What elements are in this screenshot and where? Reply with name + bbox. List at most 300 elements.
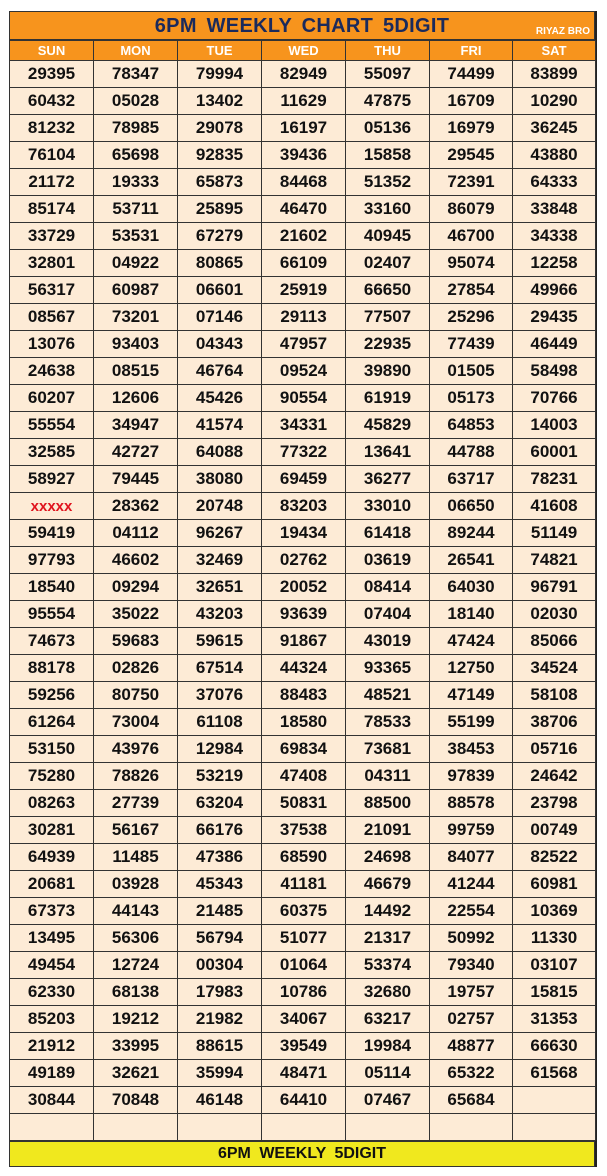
result-cell-fri: 84077 <box>430 844 513 871</box>
result-cell-thu: 39890 <box>346 358 430 385</box>
result-cell-mon: 56167 <box>94 817 178 844</box>
result-cell-tue: 32651 <box>178 574 262 601</box>
table-row <box>10 547 596 574</box>
result-cell-sun: 59419 <box>10 520 94 547</box>
result-cell-sat: 74821 <box>513 547 596 574</box>
table-row <box>10 169 596 196</box>
table-row <box>10 925 596 952</box>
result-cell-wed: 88483 <box>262 682 346 709</box>
result-cell-sat: 49966 <box>513 277 596 304</box>
result-cell-sat: 41608 <box>513 493 596 520</box>
result-cell-tue: 41574 <box>178 412 262 439</box>
result-cell-sat: 43880 <box>513 142 596 169</box>
result-cell-sun: 29395 <box>10 61 94 88</box>
result-cell-fri: 47149 <box>430 682 513 709</box>
result-cell-tue: 92835 <box>178 142 262 169</box>
result-cell-mon: 03928 <box>94 871 178 898</box>
table-row <box>10 385 596 412</box>
table-row <box>10 1087 596 1114</box>
result-cell-sun: 75280 <box>10 763 94 790</box>
result-cell-thu: 51352 <box>346 169 430 196</box>
result-cell-sat: 00749 <box>513 817 596 844</box>
result-cell-thu: 08414 <box>346 574 430 601</box>
result-cell-sun: 20681 <box>10 871 94 898</box>
day-header-wed: WED <box>262 41 346 61</box>
result-cell-mon: 79445 <box>94 466 178 493</box>
result-cell-thu: 32680 <box>346 979 430 1006</box>
results-table <box>9 40 596 1141</box>
result-cell-tue: 00304 <box>178 952 262 979</box>
day-header-tue: TUE <box>178 41 262 61</box>
result-cell-thu: 66650 <box>346 277 430 304</box>
result-cell-thu: 13641 <box>346 439 430 466</box>
result-cell-thu: 02407 <box>346 250 430 277</box>
result-cell-tue: 56794 <box>178 925 262 952</box>
result-cell-mon: 28362 <box>94 493 178 520</box>
result-cell-sat: 34524 <box>513 655 596 682</box>
result-cell-sat: 96791 <box>513 574 596 601</box>
result-cell-wed: 60375 <box>262 898 346 925</box>
result-cell-wed: 64410 <box>262 1087 346 1114</box>
table-row <box>10 682 596 709</box>
result-cell-tue: 63204 <box>178 790 262 817</box>
result-cell-mon: 04112 <box>94 520 178 547</box>
result-cell-tue: 13402 <box>178 88 262 115</box>
result-cell-thu: 22935 <box>346 331 430 358</box>
day-header-fri: FRI <box>430 41 513 61</box>
result-cell-sat: 51149 <box>513 520 596 547</box>
result-cell-sat: 60981 <box>513 871 596 898</box>
result-cell-sat: 38706 <box>513 709 596 736</box>
result-cell-mon: 78985 <box>94 115 178 142</box>
result-cell-tue: 35994 <box>178 1060 262 1087</box>
result-cell-fri: 89244 <box>430 520 513 547</box>
result-cell-thu: 88500 <box>346 790 430 817</box>
result-cell-fri: 74499 <box>430 61 513 88</box>
result-cell-thu: 07404 <box>346 601 430 628</box>
result-cell-fri: 97839 <box>430 763 513 790</box>
result-cell-sun: 18540 <box>10 574 94 601</box>
table-row <box>10 979 596 1006</box>
result-cell-sat: 85066 <box>513 628 596 655</box>
result-cell-fri: 05173 <box>430 385 513 412</box>
table-row <box>10 817 596 844</box>
result-cell-mon: 02826 <box>94 655 178 682</box>
result-cell-thu: 93365 <box>346 655 430 682</box>
result-cell-fri: 29545 <box>430 142 513 169</box>
result-cell-tue: 17983 <box>178 979 262 1006</box>
result-cell-sun: 30844 <box>10 1087 94 1114</box>
result-cell-sat: 33848 <box>513 196 596 223</box>
table-row <box>10 223 596 250</box>
result-cell-mon: 80750 <box>94 682 178 709</box>
result-cell-tue: 45343 <box>178 871 262 898</box>
result-cell-sat: 29435 <box>513 304 596 331</box>
result-cell-wed: 82949 <box>262 61 346 88</box>
result-cell-sun: 95554 <box>10 601 94 628</box>
result-cell-mon: 43976 <box>94 736 178 763</box>
result-cell-tue: 80865 <box>178 250 262 277</box>
result-cell-wed: 90554 <box>262 385 346 412</box>
table-row <box>10 871 596 898</box>
table-row <box>10 898 596 925</box>
result-cell-sat: 05716 <box>513 736 596 763</box>
result-cell-tue: 67514 <box>178 655 262 682</box>
result-cell-mon <box>94 1114 178 1141</box>
table-row <box>10 709 596 736</box>
result-cell-mon: 42727 <box>94 439 178 466</box>
result-cell-mon: 27739 <box>94 790 178 817</box>
result-cell-tue: 20748 <box>178 493 262 520</box>
day-header-thu: THU <box>346 41 430 61</box>
table-row <box>10 142 596 169</box>
result-cell-sun: 62330 <box>10 979 94 1006</box>
result-cell-wed: 77322 <box>262 439 346 466</box>
result-cell-wed: 48471 <box>262 1060 346 1087</box>
result-cell-fri: 95074 <box>430 250 513 277</box>
result-cell-sat: 61568 <box>513 1060 596 1087</box>
table-row <box>10 601 596 628</box>
result-cell-sat: 31353 <box>513 1006 596 1033</box>
result-cell-sat: 14003 <box>513 412 596 439</box>
table-row <box>10 466 596 493</box>
table-row <box>10 952 596 979</box>
result-cell-wed: 83203 <box>262 493 346 520</box>
result-cell-thu: 48521 <box>346 682 430 709</box>
result-cell-sat <box>513 1087 596 1114</box>
result-cell-fri: 26541 <box>430 547 513 574</box>
result-cell-mon: 70848 <box>94 1087 178 1114</box>
result-cell-thu: 33010 <box>346 493 430 520</box>
result-cell-mon: 73201 <box>94 304 178 331</box>
result-cell-fri: 18140 <box>430 601 513 628</box>
table-row <box>10 520 596 547</box>
table-row <box>10 790 596 817</box>
brand-label: RIYAZ BRO <box>535 26 590 37</box>
result-cell-sat: 70766 <box>513 385 596 412</box>
result-cell-wed: 34067 <box>262 1006 346 1033</box>
result-cell-wed: 51077 <box>262 925 346 952</box>
result-cell-wed: 66109 <box>262 250 346 277</box>
result-cell-wed: 50831 <box>262 790 346 817</box>
result-cell-fri: 63717 <box>430 466 513 493</box>
result-cell-mon: 53531 <box>94 223 178 250</box>
result-cell-thu: 33160 <box>346 196 430 223</box>
chart-footer: 6PM WEEKLY 5DIGIT <box>9 1141 595 1167</box>
result-cell-thu: 19984 <box>346 1033 430 1060</box>
result-cell-tue: 47386 <box>178 844 262 871</box>
result-cell-wed: 37538 <box>262 817 346 844</box>
result-cell-mon: 34947 <box>94 412 178 439</box>
result-cell-sun: 58927 <box>10 466 94 493</box>
table-row <box>10 358 596 385</box>
result-cell-sun: 30281 <box>10 817 94 844</box>
result-cell-fri: 77439 <box>430 331 513 358</box>
result-cell-sun: 61264 <box>10 709 94 736</box>
table-row <box>10 250 596 277</box>
result-cell-sun: 21912 <box>10 1033 94 1060</box>
result-cell-tue: 66176 <box>178 817 262 844</box>
result-cell-fri: 41244 <box>430 871 513 898</box>
result-cell-thu: 14492 <box>346 898 430 925</box>
result-cell-fri: 22554 <box>430 898 513 925</box>
result-cell-wed: 91867 <box>262 628 346 655</box>
result-cell-mon: 53711 <box>94 196 178 223</box>
result-cell-sat: 46449 <box>513 331 596 358</box>
result-cell-sat: 82522 <box>513 844 596 871</box>
result-cell-fri: 86079 <box>430 196 513 223</box>
result-cell-tue: 38080 <box>178 466 262 493</box>
result-cell-wed: 93639 <box>262 601 346 628</box>
result-cell-sun: 81232 <box>10 115 94 142</box>
result-cell-mon: 56306 <box>94 925 178 952</box>
table-row <box>10 331 596 358</box>
result-cell-thu: 04311 <box>346 763 430 790</box>
result-cell-sun: 55554 <box>10 412 94 439</box>
result-cell-fri: 19757 <box>430 979 513 1006</box>
result-cell-sun: 60432 <box>10 88 94 115</box>
result-cell-fri: 16709 <box>430 88 513 115</box>
result-cell-mon: 93403 <box>94 331 178 358</box>
result-cell-sun: 13076 <box>10 331 94 358</box>
result-cell-sat: 24642 <box>513 763 596 790</box>
table-row <box>10 412 596 439</box>
result-cell-sat: 36245 <box>513 115 596 142</box>
result-cell-mon: 04922 <box>94 250 178 277</box>
result-cell-wed: 20052 <box>262 574 346 601</box>
result-cell-wed: 69459 <box>262 466 346 493</box>
result-cell-sun: 56317 <box>10 277 94 304</box>
result-cell-sun: 32801 <box>10 250 94 277</box>
result-cell-mon: 11485 <box>94 844 178 871</box>
result-cell-fri: 88578 <box>430 790 513 817</box>
result-cell-wed: 34331 <box>262 412 346 439</box>
table-row <box>10 493 596 520</box>
result-cell-tue: 21485 <box>178 898 262 925</box>
result-cell-thu: 05114 <box>346 1060 430 1087</box>
result-cell-fri: 50992 <box>430 925 513 952</box>
result-cell-sat: 34338 <box>513 223 596 250</box>
result-cell-sun: 32585 <box>10 439 94 466</box>
table-row <box>10 628 596 655</box>
result-cell-fri: 65322 <box>430 1060 513 1087</box>
result-cell-tue: 12984 <box>178 736 262 763</box>
table-row <box>10 61 596 88</box>
result-cell-sun: 76104 <box>10 142 94 169</box>
result-cell-sat: 11330 <box>513 925 596 952</box>
chart-title-bar <box>9 11 595 40</box>
result-cell-thu: 73681 <box>346 736 430 763</box>
result-cell-fri: 55199 <box>430 709 513 736</box>
result-cell-sun: 08567 <box>10 304 94 331</box>
result-cell-thu: 47875 <box>346 88 430 115</box>
result-cell-mon: 65698 <box>94 142 178 169</box>
result-cell-thu: 63217 <box>346 1006 430 1033</box>
result-cell-fri: 38453 <box>430 736 513 763</box>
result-cell-tue: 07146 <box>178 304 262 331</box>
result-cell-tue: 04343 <box>178 331 262 358</box>
result-cell-thu: 77507 <box>346 304 430 331</box>
result-cell-thu: 40945 <box>346 223 430 250</box>
result-cell-fri: 48877 <box>430 1033 513 1060</box>
result-cell-sat <box>513 1114 596 1141</box>
result-cell-fri: 27854 <box>430 277 513 304</box>
result-cell-wed: 46470 <box>262 196 346 223</box>
result-cell-thu: 15858 <box>346 142 430 169</box>
day-header-mon: MON <box>94 41 178 61</box>
result-cell-mon: 59683 <box>94 628 178 655</box>
result-cell-sat: 15815 <box>513 979 596 1006</box>
result-cell-tue: 65873 <box>178 169 262 196</box>
result-cell-wed: 84468 <box>262 169 346 196</box>
result-cell-wed: 02762 <box>262 547 346 574</box>
result-cell-fri: 72391 <box>430 169 513 196</box>
result-cell-fri: 64030 <box>430 574 513 601</box>
result-cell-mon: 78347 <box>94 61 178 88</box>
table-row <box>10 196 596 223</box>
result-cell-thu: 55097 <box>346 61 430 88</box>
result-cell-thu: 61919 <box>346 385 430 412</box>
result-cell-thu: 61418 <box>346 520 430 547</box>
result-cell-thu: 36277 <box>346 466 430 493</box>
table-row <box>10 1033 596 1060</box>
result-cell-sat: 60001 <box>513 439 596 466</box>
result-cell-mon: 78826 <box>94 763 178 790</box>
result-cell-tue: 29078 <box>178 115 262 142</box>
result-cell-wed: 09524 <box>262 358 346 385</box>
result-cell-fri: 44788 <box>430 439 513 466</box>
result-cell-mon: 12724 <box>94 952 178 979</box>
result-cell-fri: 64853 <box>430 412 513 439</box>
table-row <box>10 574 596 601</box>
result-cell-mon: 35022 <box>94 601 178 628</box>
table-row <box>10 115 596 142</box>
result-cell-sun: xxxxx <box>10 493 94 520</box>
result-cell-thu: 43019 <box>346 628 430 655</box>
table-row <box>10 736 596 763</box>
result-cell-tue: 61108 <box>178 709 262 736</box>
result-cell-sat: 83899 <box>513 61 596 88</box>
result-cell-fri: 65684 <box>430 1087 513 1114</box>
result-cell-fri: 79340 <box>430 952 513 979</box>
result-cell-fri <box>430 1114 513 1141</box>
result-cell-thu: 07467 <box>346 1087 430 1114</box>
result-cell-sun: 85203 <box>10 1006 94 1033</box>
result-cell-sun: 59256 <box>10 682 94 709</box>
results-body <box>10 61 596 1141</box>
day-header-row <box>10 41 596 61</box>
result-cell-fri: 01505 <box>430 358 513 385</box>
result-cell-tue: 88615 <box>178 1033 262 1060</box>
result-cell-sun: 49454 <box>10 952 94 979</box>
result-cell-wed: 21602 <box>262 223 346 250</box>
result-cell-mon: 19212 <box>94 1006 178 1033</box>
result-cell-tue: 79994 <box>178 61 262 88</box>
result-cell-mon: 46602 <box>94 547 178 574</box>
table-row <box>10 763 596 790</box>
result-cell-fri: 06650 <box>430 493 513 520</box>
result-cell-wed <box>262 1114 346 1141</box>
result-cell-thu: 21091 <box>346 817 430 844</box>
result-cell-sat: 12258 <box>513 250 596 277</box>
result-cell-sat: 10369 <box>513 898 596 925</box>
result-cell-tue: 25895 <box>178 196 262 223</box>
result-cell-sun: 08263 <box>10 790 94 817</box>
result-cell-wed: 47957 <box>262 331 346 358</box>
result-cell-sun: 24638 <box>10 358 94 385</box>
chart-title: 6PM WEEKLY CHART 5DIGIT <box>154 15 450 37</box>
result-cell-tue: 37076 <box>178 682 262 709</box>
result-cell-thu: 24698 <box>346 844 430 871</box>
result-cell-wed: 68590 <box>262 844 346 871</box>
result-cell-wed: 11629 <box>262 88 346 115</box>
result-cell-sun: 64939 <box>10 844 94 871</box>
result-cell-thu: 21317 <box>346 925 430 952</box>
result-cell-tue: 43203 <box>178 601 262 628</box>
result-cell-wed: 39436 <box>262 142 346 169</box>
table-row <box>10 844 596 871</box>
result-cell-tue: 67279 <box>178 223 262 250</box>
result-cell-mon: 68138 <box>94 979 178 1006</box>
result-cell-thu: 78533 <box>346 709 430 736</box>
result-cell-mon: 44143 <box>94 898 178 925</box>
result-cell-fri: 02757 <box>430 1006 513 1033</box>
result-cell-sun: 13495 <box>10 925 94 952</box>
day-header-sat: SAT <box>513 41 596 61</box>
result-cell-tue: 45426 <box>178 385 262 412</box>
table-row <box>10 277 596 304</box>
result-cell-sat: 03107 <box>513 952 596 979</box>
result-cell-mon: 19333 <box>94 169 178 196</box>
result-cell-tue: 46148 <box>178 1087 262 1114</box>
result-cell-tue: 59615 <box>178 628 262 655</box>
result-cell-tue: 64088 <box>178 439 262 466</box>
result-cell-tue: 53219 <box>178 763 262 790</box>
result-cell-thu: 46679 <box>346 871 430 898</box>
result-cell-wed: 41181 <box>262 871 346 898</box>
result-cell-mon: 12606 <box>94 385 178 412</box>
result-cell-mon: 08515 <box>94 358 178 385</box>
result-cell-tue: 32469 <box>178 547 262 574</box>
result-cell-tue: 96267 <box>178 520 262 547</box>
weekly-chart-sheet <box>9 11 597 1167</box>
result-cell-fri: 16979 <box>430 115 513 142</box>
result-cell-wed: 39549 <box>262 1033 346 1060</box>
result-cell-mon: 32621 <box>94 1060 178 1087</box>
result-cell-sat: 58108 <box>513 682 596 709</box>
result-cell-wed: 44324 <box>262 655 346 682</box>
table-row <box>10 655 596 682</box>
table-row <box>10 439 596 466</box>
result-cell-wed: 69834 <box>262 736 346 763</box>
result-cell-fri: 12750 <box>430 655 513 682</box>
result-cell-sat: 10290 <box>513 88 596 115</box>
result-cell-thu: 45829 <box>346 412 430 439</box>
result-cell-sun: 60207 <box>10 385 94 412</box>
result-cell-sat: 02030 <box>513 601 596 628</box>
result-cell-thu: 53374 <box>346 952 430 979</box>
result-cell-tue: 21982 <box>178 1006 262 1033</box>
table-row <box>10 1006 596 1033</box>
result-cell-fri: 25296 <box>430 304 513 331</box>
result-cell-sat: 64333 <box>513 169 596 196</box>
table-row <box>10 1114 596 1141</box>
result-cell-mon: 05028 <box>94 88 178 115</box>
result-cell-sun: 74673 <box>10 628 94 655</box>
result-cell-tue: 06601 <box>178 277 262 304</box>
result-cell-wed: 01064 <box>262 952 346 979</box>
result-cell-sun: 49189 <box>10 1060 94 1087</box>
